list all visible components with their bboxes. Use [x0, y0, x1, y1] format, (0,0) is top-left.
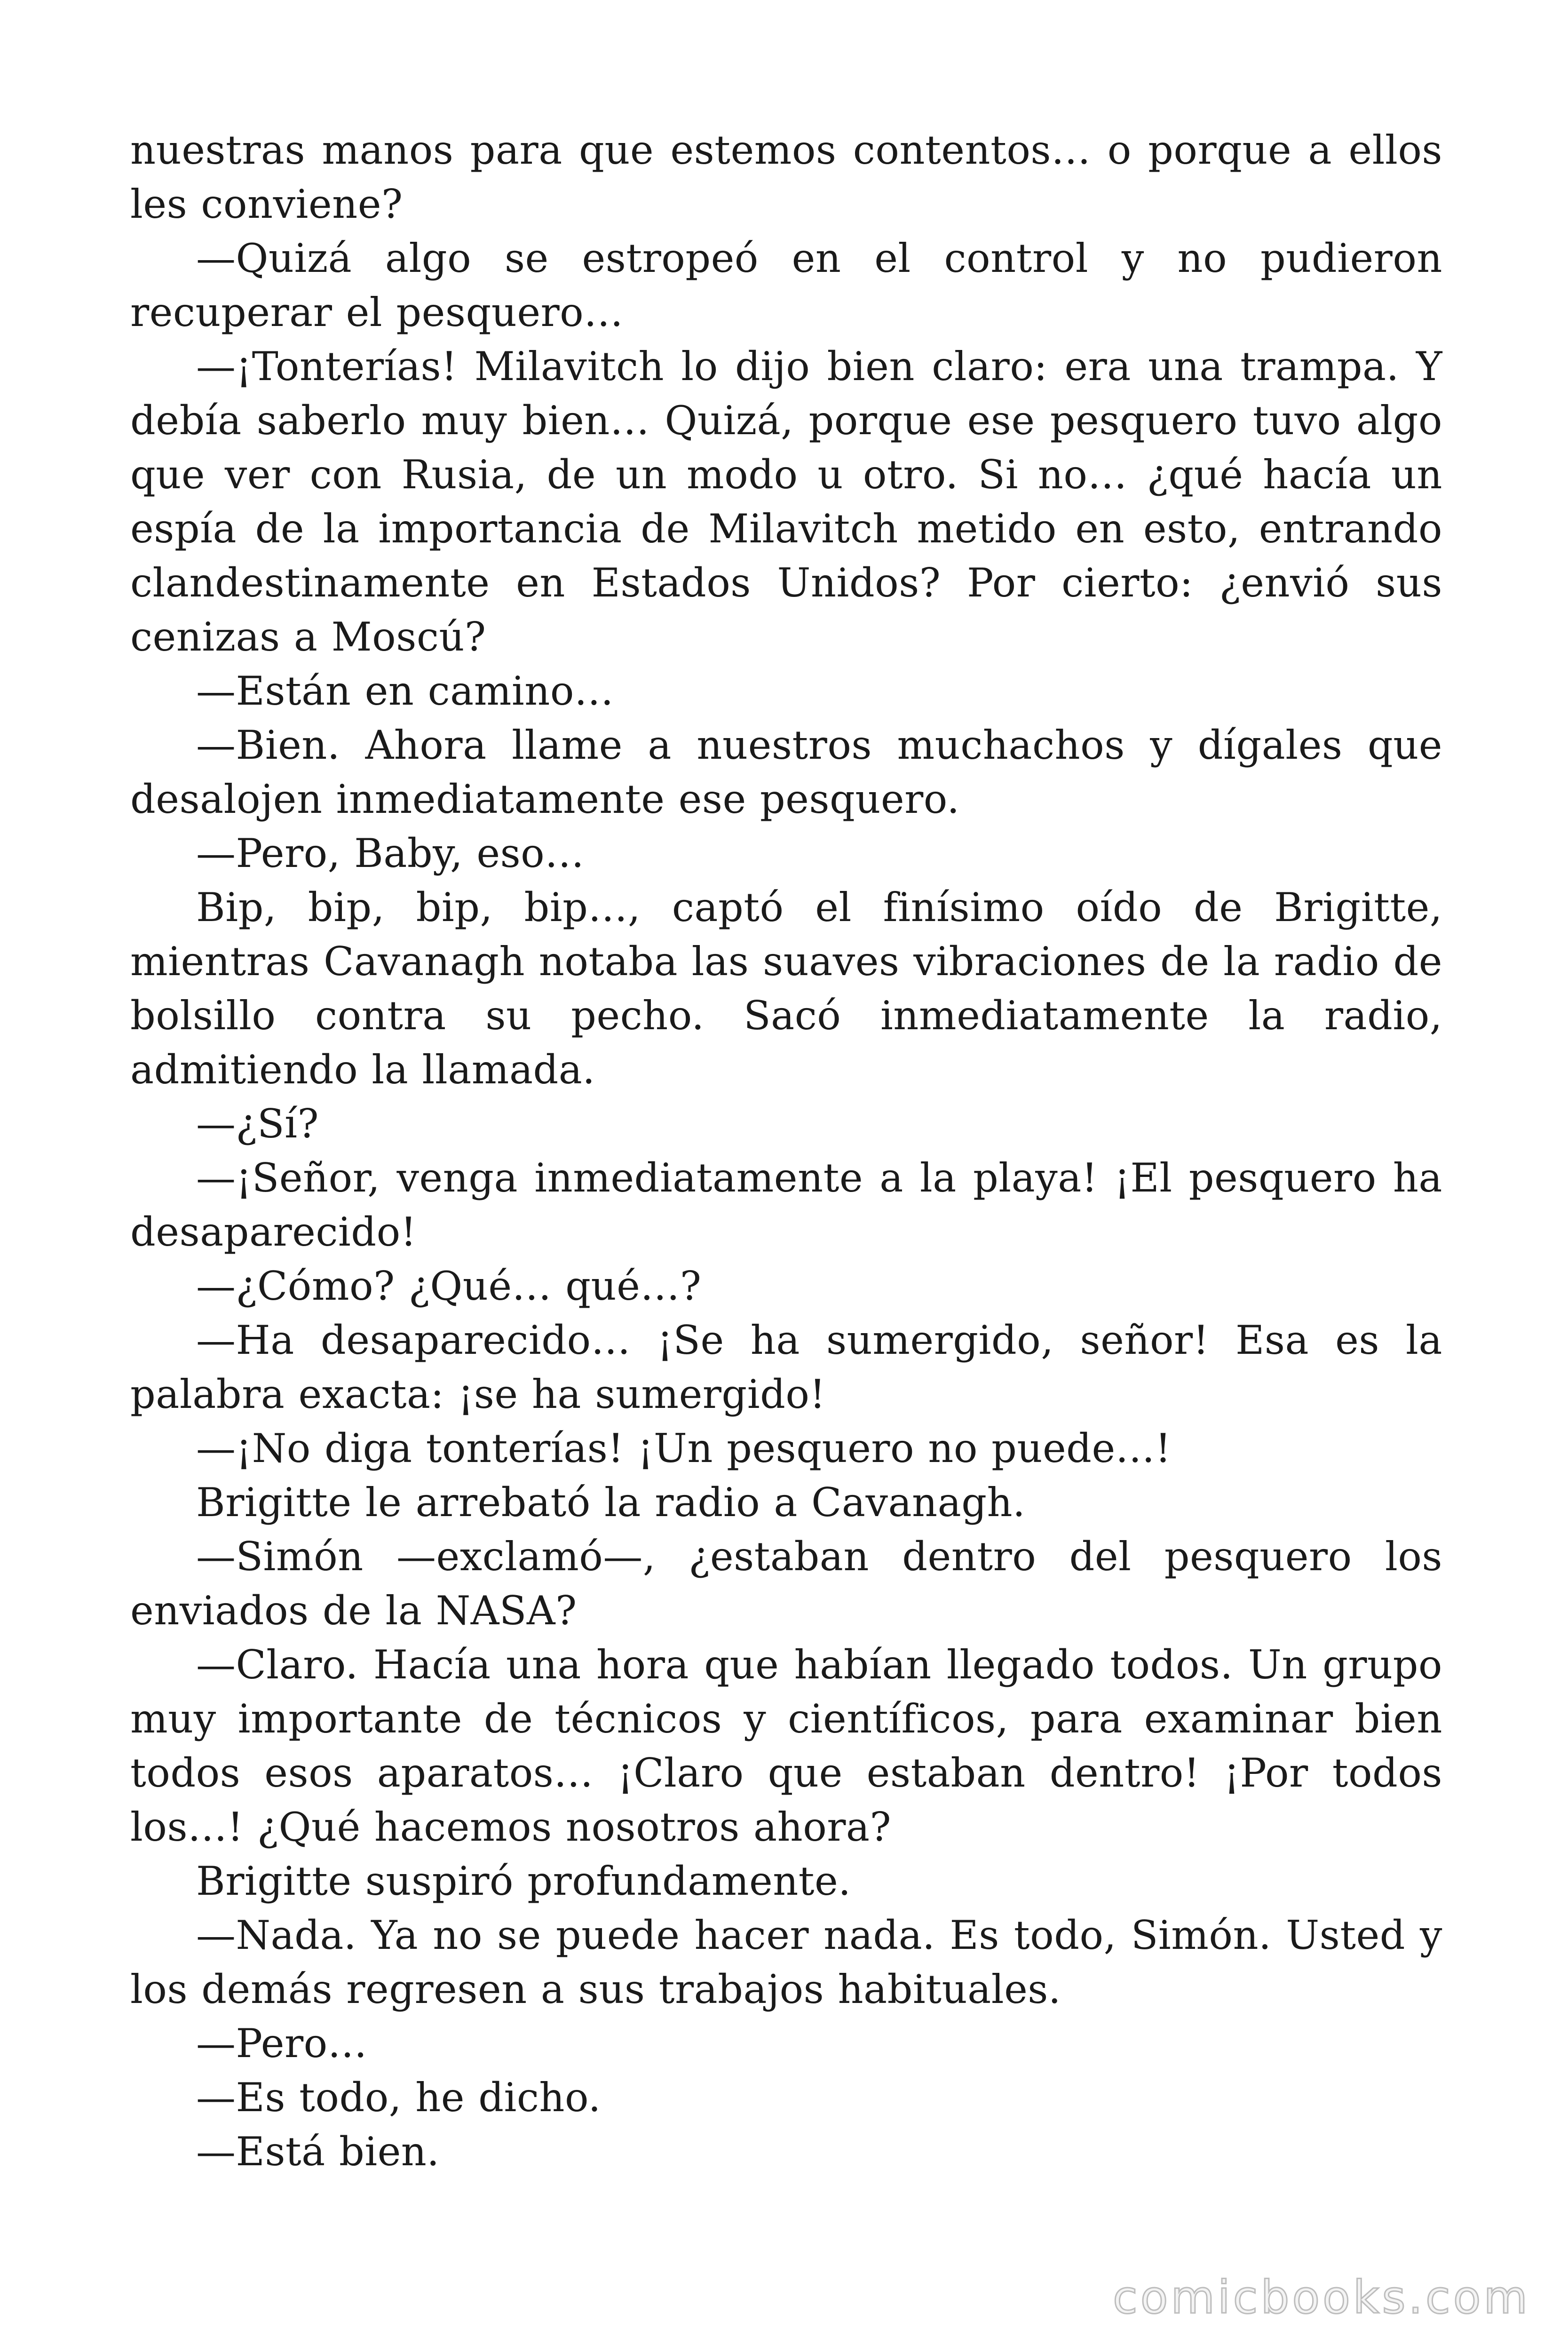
paragraph: —Quizá algo se estropeó en el control y no pudieron recuperar el pesquero… — [130, 235, 1442, 335]
paragraph: —Están en camino… — [196, 668, 614, 714]
paragraph: —Es todo, he dicho. — [196, 2074, 601, 2121]
paragraph: —¡No diga tonterías! ¡Un pesquero no puede…! — [196, 1425, 1172, 1471]
paragraph: —Claro. Hacía una hora que habían llegado todos. Un grupo muy importante de técnicos y científicos, para examinar bien todos esos aparatos… ¡Claro que estaban dentro! ¡Por todos los…! ¿Qué hacemos nosotros ahora? — [130, 1642, 1442, 1850]
paragraph: —¿Cómo? ¿Qué… qué…? — [196, 1263, 702, 1309]
paragraph: —¡Tonterías! Milavitch lo dijo bien claro: era una trampa. Y debía saberlo muy bien… Quizá, porque ese pesquero tuvo algo que ver con Rusia, de un modo u otro. Si no… ¿qué hacía un espía de la importancia de Milavitch metido en esto, entrando clandestinamente en Estados Unidos? Por cierto: ¿envió sus cenizas a Moscú? — [130, 343, 1442, 660]
paragraph: —Está bien. — [196, 2129, 440, 2175]
paragraph: —Pero… — [196, 2020, 368, 2066]
paragraph: Brigitte suspiró profundamente. — [196, 1858, 851, 1904]
paragraph: —Bien. Ahora llame a nuestros muchachos y dígales que desalojen inmediatamente ese pesquero. — [130, 722, 1442, 822]
paragraph: Brigitte le arrebató la radio a Cavanagh. — [196, 1479, 1026, 1526]
paragraph-continuation: nuestras manos para que estemos contentos… o porque a ellos les conviene? — [130, 127, 1442, 227]
paragraph: —Nada. Ya no se puede hacer nada. Es todo, Simón. Usted y los demás regresen a sus trabajos habituales. — [130, 1912, 1442, 2012]
paragraph: —¿Sí? — [196, 1101, 319, 1147]
watermark: comicbooks.com — [1112, 2271, 1530, 2324]
paragraph: —Pero, Baby, eso… — [196, 830, 585, 876]
paragraph: —Simón —exclamó—, ¿estaban dentro del pesquero los enviados de la NASA? — [130, 1534, 1442, 1634]
paragraph: Bip, bip, bip, bip…, captó el finísimo oído de Brigitte, mientras Cavanagh notaba las suaves vibraciones de la radio de bolsillo contra su pecho. Sacó inmediatamente la radio, admitiendo la llamada. — [130, 884, 1442, 1093]
paragraph: —Ha desaparecido… ¡Se ha sumergido, señor! Esa es la palabra exacta: ¡se ha sumergido! — [130, 1317, 1442, 1417]
paragraph: —¡Señor, venga inmediatamente a la playa! ¡El pesquero ha desaparecido! — [130, 1155, 1442, 1255]
page-body-text — [130, 123, 1442, 2179]
